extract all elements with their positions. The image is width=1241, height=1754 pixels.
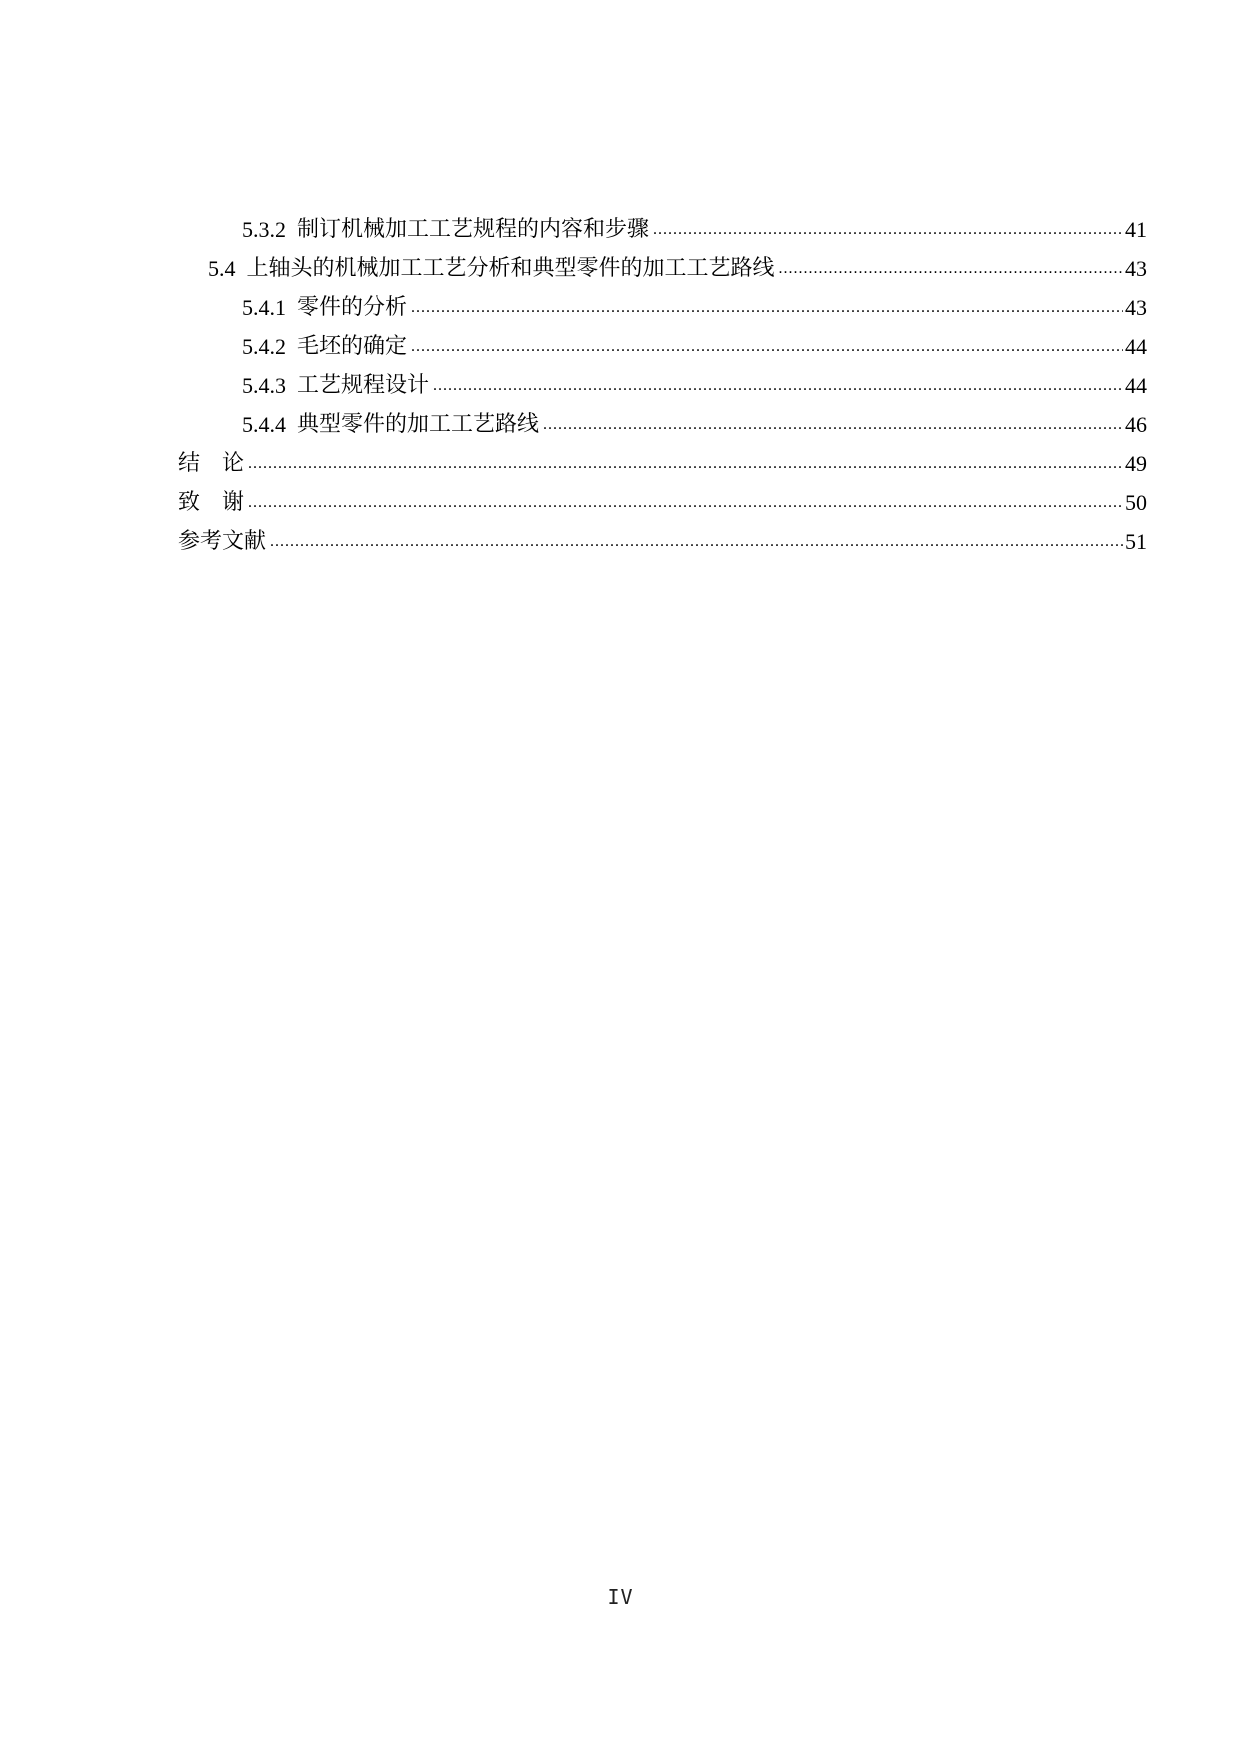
toc-entry-title: 零件的分析 (297, 295, 408, 320)
toc-entry-5-4-2[interactable] (242, 327, 1147, 366)
toc-entry-number: 5.4.1 (242, 295, 286, 320)
dot-leader (270, 522, 1123, 561)
toc-entry-page: 51 (1125, 529, 1147, 554)
toc-entry-page: 44 (1125, 373, 1147, 398)
dot-leader (248, 483, 1123, 522)
toc-entry-title: 参考文献 (178, 529, 267, 554)
toc-entry-title: 工艺规程设计 (297, 373, 430, 398)
toc-entry-number: 5.4.4 (242, 412, 286, 437)
toc-entry-5-4[interactable] (208, 249, 1147, 288)
toc-entry-title: 上轴头的机械加工工艺分析和典型零件的加工工艺路线 (246, 256, 775, 281)
dot-leader (543, 405, 1123, 444)
toc-entry-references[interactable] (178, 522, 1147, 561)
toc-entry-page: 50 (1125, 490, 1147, 515)
toc-entry-page: 43 (1125, 295, 1147, 320)
toc-entry-5-3-2[interactable] (242, 210, 1147, 249)
toc-entry-number: 5.4.3 (242, 373, 286, 398)
dot-leader (411, 327, 1123, 366)
dot-leader (411, 288, 1123, 327)
toc-entry-acknowledgements[interactable] (178, 483, 1147, 522)
toc-entry-5-4-3[interactable] (242, 366, 1147, 405)
toc-entry-5-4-1[interactable] (242, 288, 1147, 327)
dot-leader (779, 249, 1123, 288)
dot-leader (248, 444, 1123, 483)
toc-entry-title: 毛坯的确定 (297, 334, 408, 359)
toc-entry-page: 46 (1125, 412, 1147, 437)
toc-entry-page: 43 (1125, 256, 1147, 281)
toc-entry-title: 致 谢 (178, 490, 245, 515)
toc-entry-title: 结 论 (178, 451, 245, 476)
toc-entry-title: 制订机械加工工艺规程的内容和步骤 (297, 217, 650, 242)
toc-entry-number: 5.4.2 (242, 334, 286, 359)
dot-leader (653, 210, 1123, 249)
toc-entry-conclusion[interactable] (178, 444, 1147, 483)
toc-entry-page: 49 (1125, 451, 1147, 476)
toc-entry-5-4-4[interactable] (242, 405, 1147, 444)
toc-entry-page: 41 (1125, 217, 1147, 242)
toc-entry-title: 典型零件的加工工艺路线 (297, 412, 540, 437)
dot-leader (433, 366, 1123, 405)
toc-entry-number: 5.4 (208, 256, 236, 281)
toc-entry-number: 5.3.2 (242, 217, 286, 242)
page-number: IV (607, 1585, 634, 1609)
toc-entry-page: 44 (1125, 334, 1147, 359)
